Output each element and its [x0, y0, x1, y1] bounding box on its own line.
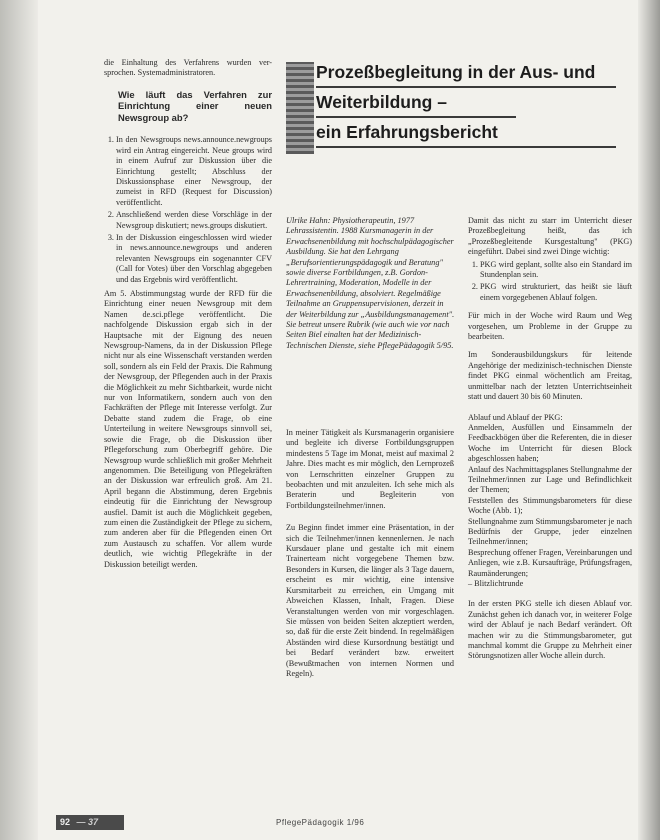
section-subheading: Wie läuft das Verfahren zur Einrichtung einer neuen Newsgroup ab?	[118, 88, 272, 123]
list-item: Feststellen des Stimmungsbarometers für diese Woche (Abb. 1);	[468, 495, 632, 516]
lead-text: die Einhaltung des Verfahrens wurden ver-sprochen. Systemadministratoren.	[104, 58, 272, 78]
page-edge-right	[638, 0, 660, 840]
title-line-2: Weiterbildung –	[316, 92, 447, 112]
title-rule	[316, 146, 616, 148]
body-paragraph: Damit das nicht zu starr im Unterricht dieser Prozeßbegleitung heißt, das ich „Prozeßbegleitende Kursgestaltung" (PKG) eingeführt. Dabei sind zwei Dinge wichtig:	[468, 216, 632, 257]
middle-column	[286, 428, 454, 679]
title-line-1: Prozeßbegleitung in der Aus- und	[316, 62, 596, 82]
article-title	[286, 56, 616, 150]
list-item: Besprechung offener Fragen, Vereinbarungen und Anliegen, wie z.B. Kursaufträge, Prüfungsfragen, Raumänderungen;	[468, 547, 632, 578]
body-paragraph: Ablauf und Ablauf der PKG:	[468, 412, 563, 422]
list-item: 2. PKG wird strukturiert, das heißt sie läuft einem vorgegebenen Ablauf folgen.	[480, 282, 632, 303]
page-number	[56, 815, 124, 830]
body-paragraph: Am 5. Abstimmungstag wurde der RFD für die Einrichtung einer neuen Newsgroup mit dem Namen de.sci.pflege veröffentlicht. Die nachfolgende Diskussion ergab sich in der Hauptsache mit der Eignung des neuen Newsgroup-Namens, da in der Diskussion Pflege nicht nur als eine Wissenschaft verstanden werden soll, sondern als ein Feld der Praxis. Die Rahmung der Newsgroup, der Pflegenden auch in der Praxis die Möglichkeit zu mehr Sichtbarkeit, wurde nicht nur von Informatikern, sondern auch von den Fachkräften der Pflege mit Interesse verfolgt. Zur Debatte stand zudem die Frage, ob eine Unterteilung in weitere Newsgroups sinnvoll sei, sowie die Frage, ob die Diskussion über Pflegeforschung zum Oberbegriff gehöre. Die Newsgroup wurde schließlich mit großer Mehrheit angenommen. Die Beteiligung von Pflegekräften an der Diskussion war erfreulich groß. Am 21. April begann die Abstimmung, deren Ergebnis eindeutig für die Einrichtung der Newsgroup ausfiel. Damit ist auch die Möglichkeit gegeben, zum einen die Zuständigkeit der Pflege zu sichern, zum anderen aber für die Pflegenden einen Ort zum Austausch zu schaffen. Vor allem wurde deutlich, wie wichtig Pflegekräfte in der Diskussion beteiligt werden.	[104, 289, 272, 569]
page-edge-left	[0, 0, 38, 840]
list-item: Anmelden, Ausfüllen und Einsammeln der Feedbackbögen über die Referenten, die in dieser Woche im Unterricht für diesen Block abgeschlossen haben;	[468, 422, 632, 464]
body-paragraph: Im Sonderausbildungskurs für leitende Angehörige der medizinisch-technischen Dienste findet PKG einmal wöchentlich am Freitag, unmittelbar nach der letzten Unterrichtseinheit statt und dauert 30 bis 60 Minuten.	[468, 350, 632, 402]
body-paragraph: Für mich in der Woche wird Raum und Weg vorgesehen, um Probleme in der Gruppe zu bearbeiten.	[468, 311, 632, 342]
list-item: 1. PKG wird geplant, sollte also ein Standard im Stundenplan sein.	[480, 260, 632, 281]
list-item: Stellungnahme zum Stimmungsbarometer je nach Bedürfnis der Gruppe, jeder einzelnen Teilnehmer/innen;	[468, 516, 632, 547]
procedure-list	[104, 135, 272, 285]
left-column	[104, 58, 272, 570]
journal-footer: PflegePädagogik 1/96	[276, 818, 365, 827]
list-item: 2. Anschließend werden diese Vorschläge in der Newsgroup diskutiert; news.groups diskutiert.	[116, 210, 272, 231]
list-item: Anlauf des Nachmittagsplanes Stellungnahme der Teilnehmer/innen zur Lage und Befindlichkeit der Themen;	[468, 464, 632, 495]
title-rule	[316, 86, 616, 88]
list-item: – Blitzlichtrunde	[468, 579, 524, 588]
list-item: 3. In der Diskussion eingeschlossen wird wieder in news.announce.newgroups und anderen relevanten Newsgroups ein sogenannter CFV (Call for Votes) über den Vorschlag abgegeben und das Ergebnis wird veröffentlicht.	[116, 233, 272, 285]
pkg-steps	[468, 423, 632, 590]
title-line-3: ein Erfahrungsbericht	[316, 122, 498, 142]
pkg-list	[468, 260, 632, 304]
body-paragraph: In meiner Tätigkeit als Kursmanagerin organisiere und begleite ich diverse Fortbildungsgruppen mindestens 5 Tage im Monat, meist auf maximal 2 Jahre. Dies macht es mir möglich, den Lernprozeß von Lernschritten einzelner Gruppen zu beobachten und mit anzuleiten. Ich sehe mich als Beraterin und Begleiterin von Fortbildungsteilnehmer/innen.	[286, 428, 454, 510]
list-item: 1. In den Newsgroups news.announce.newgroups wird ein Antrag eingereicht. Neue groups wird in einem Aufruf zur Diskussion über die Einrichtung gestellt; Abschluss der Diskussionsphase einer Newsgroup, der zumeist in RFD (Request for Discussion) veröffentlicht.	[116, 135, 272, 208]
title-rule	[316, 116, 516, 118]
body-paragraph: In der ersten PKG stelle ich diesen Ablauf vor. Zunächst gehen ich danach vor, in weiterer Folge wird der Ablauf je nach Bedarf verändert. Oft machen wir zu die Stimmungsbarometer, gut manchmal kommt die Gruppe zu Mehrheit einer Störungsnotizen aller Woche allein durch.	[468, 599, 632, 661]
page-number-value: 92	[60, 817, 71, 827]
body-paragraph: Zu Beginn findet immer eine Präsentation, in der sich die Teilnehmer/innen kennenlernen. Je nach Kursdauer plane und gestalte ich mit einem Trainerteam nicht vorgegebene Themen bzw. Besonders in Kursen, die länger als 3 Tage dauern, erscheint es mir wichtig, eine intensive Kursmitarbeit zu erreichen, ein Umgang mit Abweichen Klassen, Inhalt, Fragen. Diese Veranstaltungen werden von mir vorgeschlagen. Sie müssen von beiden Seiten akzeptiert werden, so, daß für die erste Zeit bindend. In regelmäßigen Abständen wird diese Kursordnung bestätigt und bei Bedarf verändert bzw. erweitert (Bewußtmachen von internen Normen und Regeln).	[286, 523, 454, 678]
right-column	[468, 216, 632, 662]
handwritten-page-note: — 37	[76, 817, 99, 827]
author-intro: Ulrike Hahn: Physiotherapeutin, 1977 Lehrassistentin. 1988 Kursmanagerin in der Erwachsenenbildung mit hochschulpädagogischer Ausbildung. Sie hat den Lehrgang „Berufsorientierungspädagogik und Beratung" sowie diverse Fortbildungen, z.B. Gordon-Lehrertraining, Moderation, Modelle in der Erwachsenenbildung, absolviert. Regelmäßige Teilnahme an Gruppensupervisionen, derzeit in der Weiterbildung zur „Ausbildungsmanagement". Sie betreut unsere Rubrik (wie auch wie vor nach Seiten Biel einalten hat der Medizinisch-Technischen Dienste, siehe PflegePädagogik 5/95.	[286, 216, 455, 350]
